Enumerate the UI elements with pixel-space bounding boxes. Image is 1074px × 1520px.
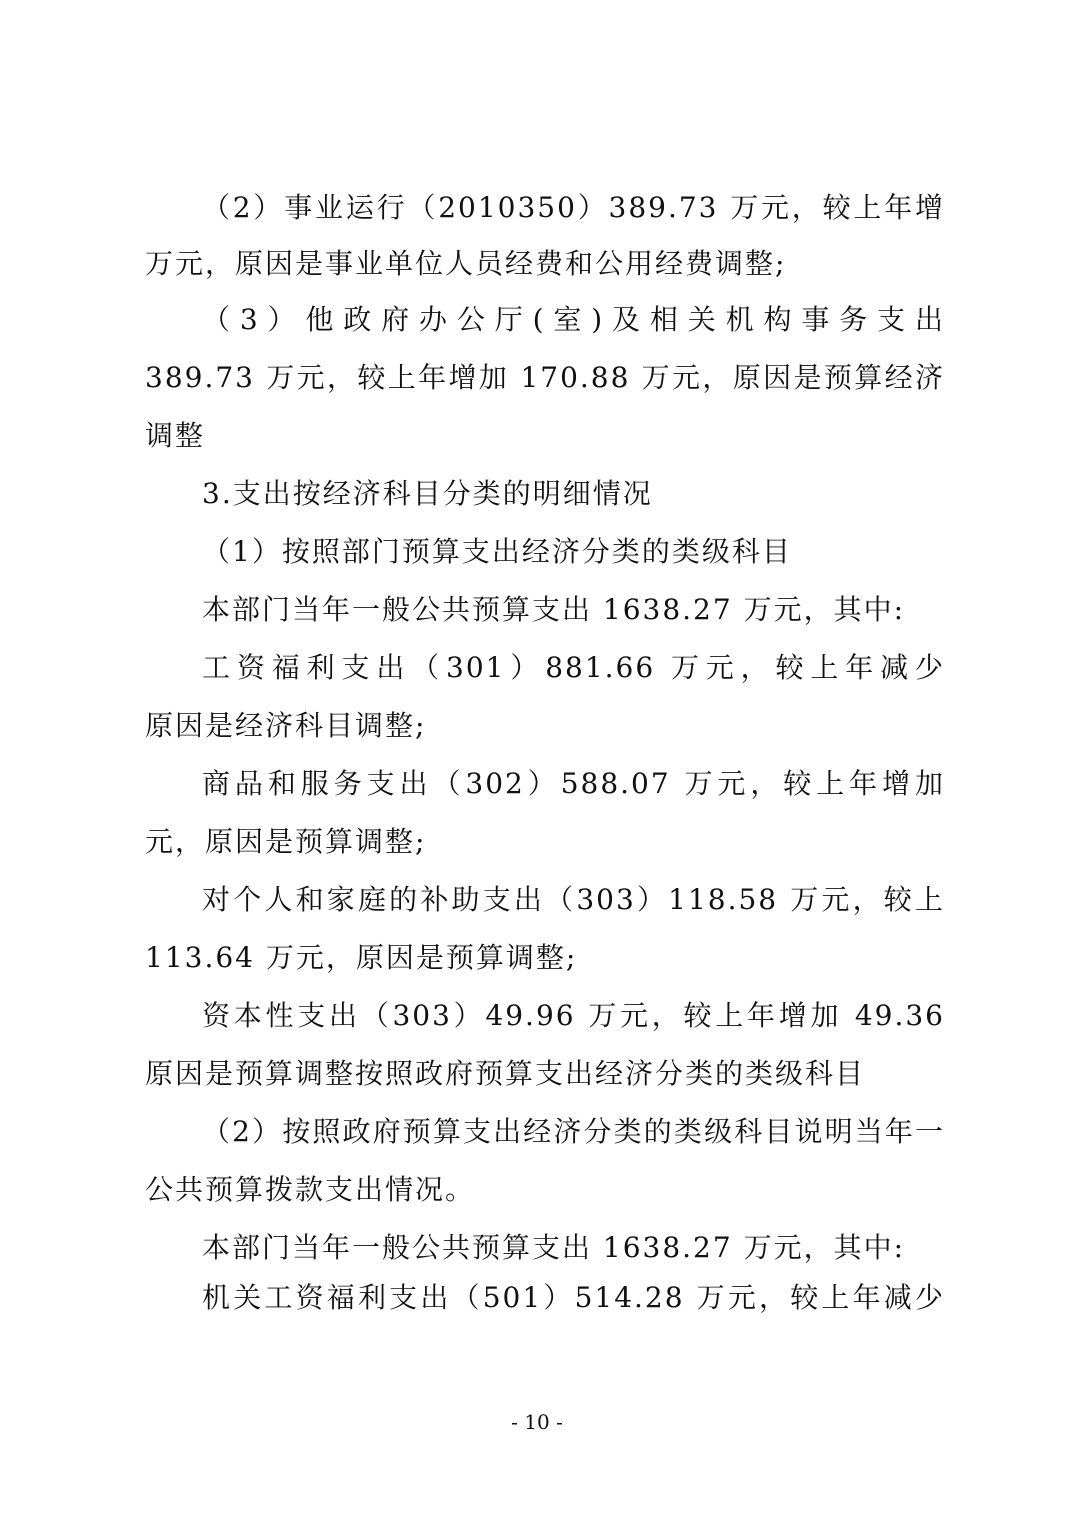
text-line-10: 原因是经济科目调整; [145, 709, 427, 742]
text-line-15: 资本性支出（303）49.96 万元，较上年增加 49.36 [202, 999, 945, 1032]
text-line-9: 工资福利支出（301）881.66 万元，较上年减少 [202, 651, 945, 684]
text-line-7: （1）按照部门预算支出经济分类的类级科目 [202, 535, 792, 568]
text-line-2: 万元，原因是事业单位人员经费和公用经费调整; [145, 247, 787, 280]
section-heading: 3.支出按经济科目分类的明细情况 [202, 477, 653, 510]
text-line-19: 本部门当年一般公共预算支出 1638.27 万元，其中: [202, 1231, 906, 1264]
text-line-11: 商品和服务支出（302）588.07 万元，较上年增加 [202, 767, 945, 800]
text-line-16: 原因是预算调整按照政府预算支出经济分类的类级科目 [145, 1057, 866, 1090]
page-number: - 10 - [511, 1410, 563, 1434]
text-line-14: 113.64 万元，原因是预算调整; [145, 941, 578, 974]
text-line-1: （2）事业运行（2010350）389.73 万元，较上年增 [202, 191, 945, 224]
text-line-8: 本部门当年一般公共预算支出 1638.27 万元，其中: [202, 593, 906, 626]
text-line-4: 389.73 万元，较上年增加 170.88 万元，原因是预算经济 [145, 361, 945, 394]
text-line-3: （3）他政府办公厅(室)及相关机构事务支出 [202, 303, 945, 336]
text-line-17: （2）按照政府预算支出经济分类的类级科目说明当年一 [202, 1115, 945, 1148]
text-line-12: 元，原因是预算调整; [145, 825, 427, 858]
text-line-5: 调整 [145, 419, 206, 452]
text-line-13: 对个人和家庭的补助支出（303）118.58 万元，较上 [202, 883, 945, 916]
text-line-20: 机关工资福利支出（501）514.28 万元，较上年减少 [202, 1281, 945, 1314]
text-line-18: 公共预算拨款支出情况。 [145, 1173, 476, 1206]
